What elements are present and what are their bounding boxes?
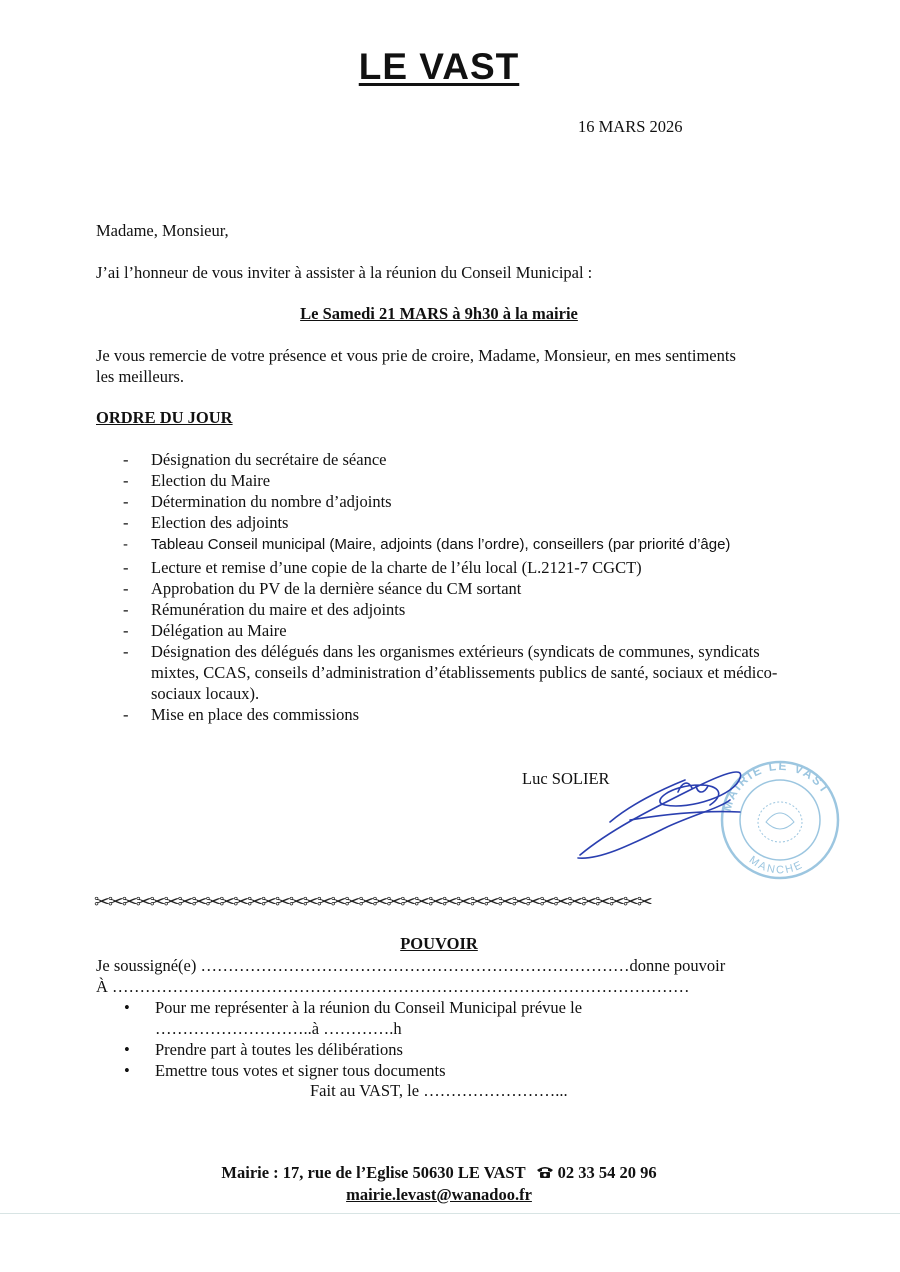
proxy-line-name: Je soussigné(e) ……………………………………………………………………donne pouvoir <box>96 956 726 975</box>
proxy-item: • Emettre tous votes et signer tous documents <box>124 1061 446 1080</box>
telephone-icon <box>536 1165 554 1179</box>
agenda-item: - Désignation des délégués dans les organismes extérieurs (syndicats de communes, syndicats mixtes, CCAS, conseils d’administration d’établissements publics de santé, sociaux et médico-sociaux locaux). <box>123 642 778 703</box>
agenda-item: - Mise en place des commissions <box>123 705 360 724</box>
cut-line: ✂✂✂✂✂✂✂✂✂✂✂✂✂✂✂✂✂✂✂✂✂✂✂✂✂✂✂✂✂✂✂✂✂✂✂✂✂✂✂✂ <box>94 891 651 913</box>
letter-date: 16 MARS 2026 <box>578 117 683 136</box>
agenda-title: ORDRE DU JOUR <box>96 408 233 427</box>
agenda-item: - Rémunération du maire et des adjoints <box>123 600 406 619</box>
agenda-item: - Tableau Conseil municipal (Maire, adjoints (dans l’ordre), conseillers (par priorité d’âge) <box>123 536 731 553</box>
agenda-item: - Lecture et remise d’une copie de la charte de l’élu local (L.2121-7 CGCT) <box>123 558 642 577</box>
agenda-list <box>118 449 798 725</box>
signer-name: Luc SOLIER <box>522 769 610 788</box>
handwritten-signature <box>578 772 741 858</box>
agenda-item: - Election du Maire <box>123 471 271 490</box>
thanks-paragraph: Je vous remercie de votre présence et vous prie de croire, Madame, Monsieur, en mes sentiments les meilleurs. <box>96 346 736 386</box>
svg-text:MANCHE: MANCHE <box>746 853 806 877</box>
proxy-title: POUVOIR <box>400 934 478 953</box>
svg-text:MAIRIE LE VAST: MAIRIE LE VAST <box>719 758 833 813</box>
proxy-place-date: Fait au VAST, le ……………………... <box>310 1081 568 1100</box>
footer-address-line <box>0 1162 878 1184</box>
footer-phone: 02 33 54 20 96 <box>557 1163 657 1182</box>
proxy-line-recipient: À …………………………………………………………………………………………… <box>96 977 690 996</box>
proxy-item: • Pour me représenter à la réunion du Conseil Municipal prévue le ………………………..à ………….h <box>124 998 583 1038</box>
agenda-item: - Election des adjoints <box>123 513 289 532</box>
proxy-item: • Prendre part à toutes les délibérations <box>124 1040 403 1059</box>
page-title: LE VAST <box>358 46 520 87</box>
page-bottom-rule <box>0 1213 900 1214</box>
signature-and-stamp <box>570 750 850 890</box>
agenda-item: - Désignation du secrétaire de séance <box>123 450 387 469</box>
meeting-details: Le Samedi 21 MARS à 9h30 à la mairie <box>300 304 578 323</box>
proxy-list <box>118 997 718 1081</box>
agenda-item: - Détermination du nombre d’adjoints <box>123 492 392 511</box>
agenda-item: - Approbation du PV de la dernière séance du CM sortant <box>123 579 522 598</box>
footer-email[interactable]: mairie.levast@wanadoo.fr <box>346 1185 532 1204</box>
greeting: Madame, Monsieur, <box>96 221 229 240</box>
agenda-item: - Délégation au Maire <box>123 621 287 640</box>
intro-paragraph: J’ai l’honneur de vous inviter à assister à la réunion du Conseil Municipal : <box>96 263 593 282</box>
footer <box>0 1162 878 1206</box>
mairie-stamp <box>720 759 838 878</box>
footer-address: Mairie : 17, rue de l’Eglise 50630 LE VAST <box>221 1163 526 1182</box>
